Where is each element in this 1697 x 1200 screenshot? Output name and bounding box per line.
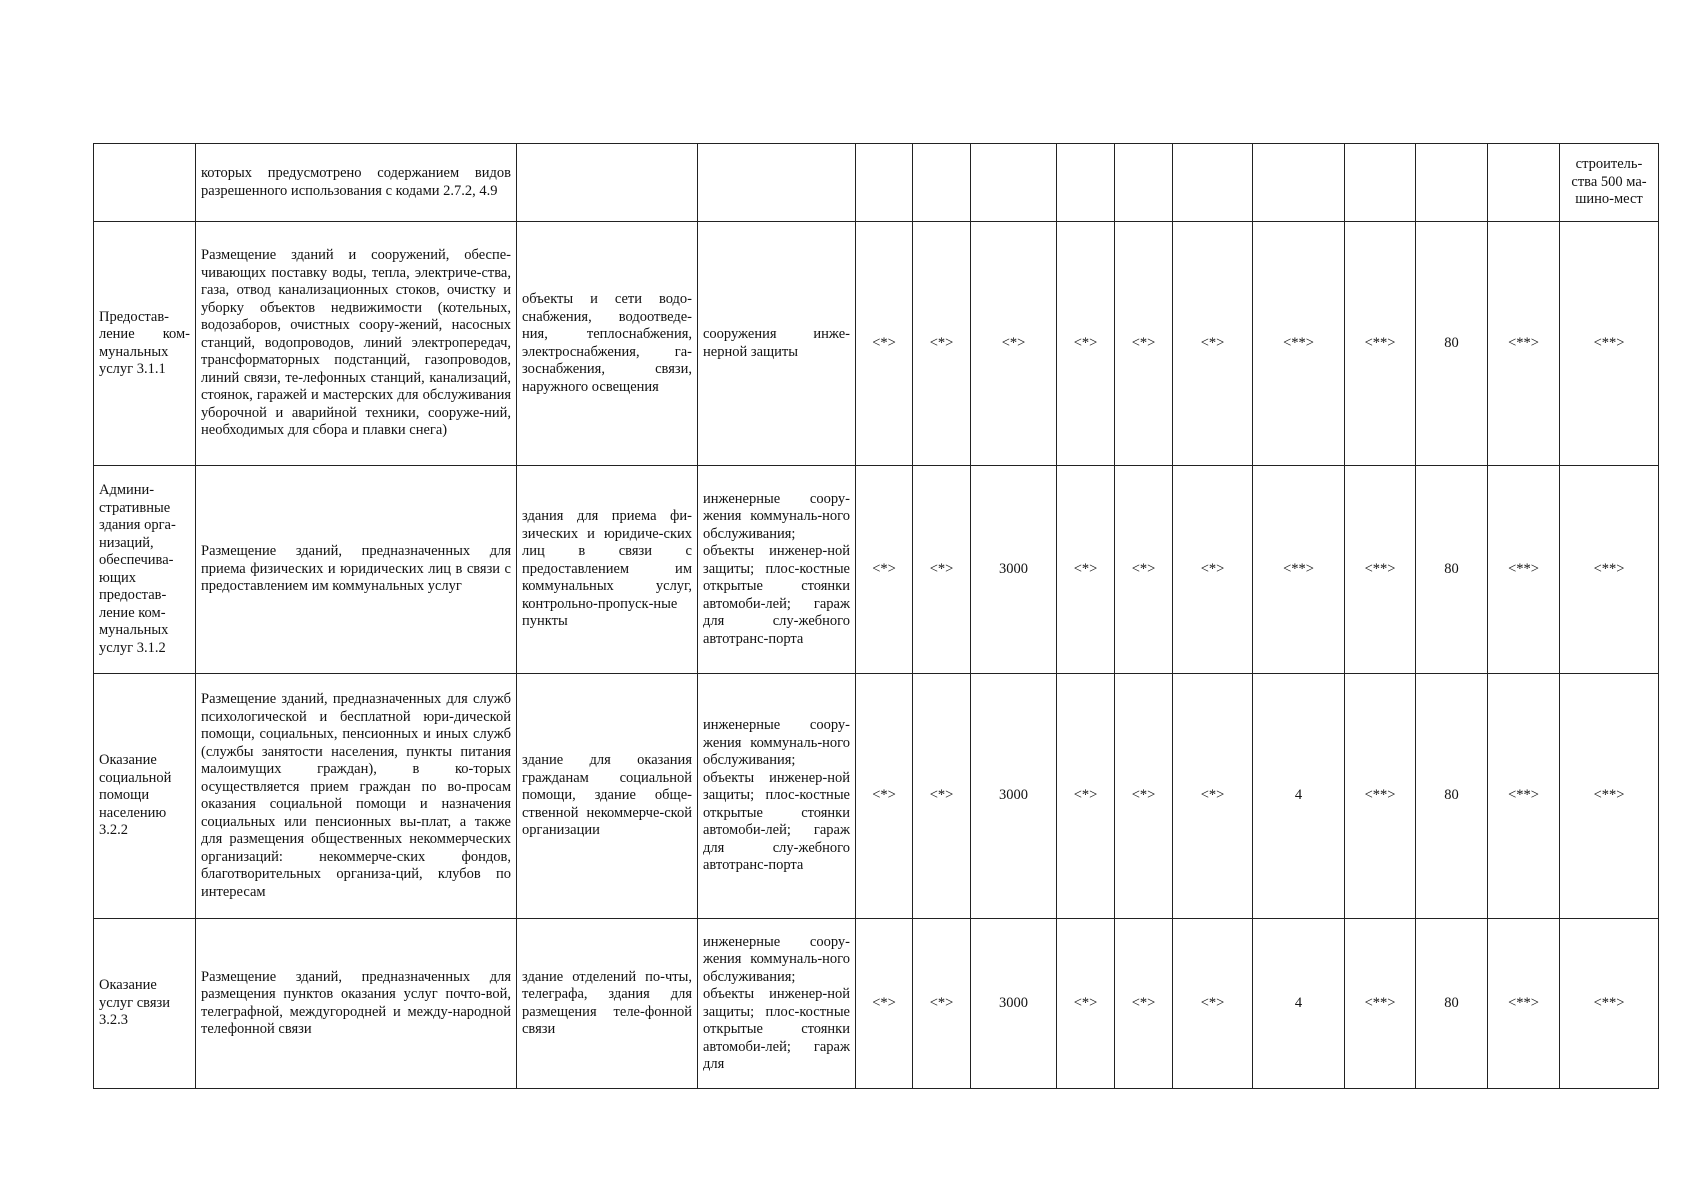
aux-objects-cell: сооружения инже-нерной защиты	[698, 222, 856, 466]
param-cell: <*>	[1057, 919, 1115, 1089]
param-cell: <*>	[856, 674, 913, 919]
aux-objects-cell: инженерные соору-жения коммуналь-ного обслуживания; объекты инженер-ной защиты; плос-костные открытые стоянки автомоби-лей; гараж для слу-жебного автотранс-порта	[698, 674, 856, 919]
param-cell: <*>	[1173, 674, 1253, 919]
param-cell: 3000	[971, 466, 1057, 674]
land-use-name-cell: Оказание услуг связи 3.2.3	[94, 919, 196, 1089]
param-cell: <*>	[913, 222, 971, 466]
param-cell	[1253, 144, 1345, 222]
param-cell: <*>	[1057, 222, 1115, 466]
land-use-name-cell	[94, 144, 196, 222]
aux-objects-cell: инженерные соору-жения коммуналь-ного обслуживания; объекты инженер-ной защиты; плос-костные открытые стоянки автомоби-лей; гараж для слу-жебного автотранс-порта	[698, 466, 856, 674]
param-cell: 80	[1416, 222, 1488, 466]
param-cell: 3000	[971, 674, 1057, 919]
param-cell: 3000	[971, 919, 1057, 1089]
param-cell: <*>	[1115, 674, 1173, 919]
param-cell: <**>	[1488, 466, 1560, 674]
table-row	[94, 144, 1659, 222]
land-use-name-cell: Оказание социальной помощи населению 3.2.2	[94, 674, 196, 919]
param-cell	[1115, 144, 1173, 222]
param-cell	[913, 144, 971, 222]
param-cell: <*>	[1115, 919, 1173, 1089]
land-use-name-cell: Админи-стративные здания орга-низаций, обеспечива-ющих предостав-ление ком-мунальных услуг 3.1.2	[94, 466, 196, 674]
param-cell: <**>	[1345, 222, 1416, 466]
param-cell: <*>	[971, 222, 1057, 466]
param-cell: <*>	[1115, 222, 1173, 466]
param-cell: <*>	[913, 919, 971, 1089]
description-cell: Размещение зданий, предназначенных для служб психологической и бесплатной юри-дической помощи, социальных, пенсионных и иных служб (службы занятости населения, пункты питания малоимущих граждан), в ко-торых осуществляется прием граждан по во-просам оказания социальной помощи и назначения социальных или пенсионных вы-плат, а также для размещения общественных некоммерческих организаций: некоммерче-ских фондов, благотворительных организа-ций, клубов по интересам	[196, 674, 517, 919]
param-cell: 4	[1253, 919, 1345, 1089]
param-cell: 80	[1416, 466, 1488, 674]
param-cell: <*>	[1173, 919, 1253, 1089]
param-cell: <**>	[1345, 919, 1416, 1089]
land-use-name-cell: Предостав-ление ком-мунальных услуг 3.1.1	[94, 222, 196, 466]
table-row	[94, 466, 1659, 674]
aux-objects-cell: инженерные соору-жения коммуналь-ного обслуживания; объекты инженер-ной защиты; плос-костные открытые стоянки автомоби-лей; гараж для	[698, 919, 856, 1089]
param-cell: <**>	[1560, 466, 1659, 674]
param-cell: <*>	[856, 222, 913, 466]
param-cell: <*>	[856, 919, 913, 1089]
param-cell: <**>	[1488, 674, 1560, 919]
param-cell: <**>	[1560, 919, 1659, 1089]
param-cell: <*>	[1173, 466, 1253, 674]
table-row	[94, 674, 1659, 919]
main-objects-cell: здание отделений по-чты, телеграфа, здания для размещения теле-фонной связи	[517, 919, 698, 1089]
param-cell: 4	[1253, 674, 1345, 919]
param-cell: строитель-ства 500 ма-шино-мест	[1560, 144, 1659, 222]
param-cell	[1345, 144, 1416, 222]
param-cell: 80	[1416, 919, 1488, 1089]
param-cell: <**>	[1560, 674, 1659, 919]
main-objects-cell	[517, 144, 698, 222]
param-cell: 80	[1416, 674, 1488, 919]
description-cell: Размещение зданий, предназначенных для приема физических и юридических лиц в связи с предоставлением им коммунальных услуг	[196, 466, 517, 674]
main-objects-cell: объекты и сети водо-снабжения, водоотведе-ния, теплоснабжения, электроснабжения, га-зоснабжения, связи, наружного освещения	[517, 222, 698, 466]
param-cell: <**>	[1253, 222, 1345, 466]
param-cell	[1416, 144, 1488, 222]
param-cell: <**>	[1253, 466, 1345, 674]
table-row	[94, 222, 1659, 466]
param-cell: <*>	[913, 466, 971, 674]
param-cell: <*>	[913, 674, 971, 919]
description-cell: Размещение зданий, предназначенных для размещения пунктов оказания услуг почто-вой, телеграфной, междугородней и между-народной телефонной связи	[196, 919, 517, 1089]
description-cell: Размещение зданий и сооружений, обеспе-чивающих поставку воды, тепла, электриче-ства, газа, отвод канализационных стоков, очистку и уборку объектов недвижимости (котельных, водозаборов, очистных соору-жений, насосных станций, водопроводов, линий электропередач, трансформаторных подстанций, газопроводов, линий связи, те-лефонных станций, канализаций, стоянок, гаражей и мастерских для обслуживания уборочной и аварийной техники, сооруже-ний, необходимых для сбора и плавки снега)	[196, 222, 517, 466]
land-use-regulations-table	[93, 143, 1659, 1089]
param-cell	[856, 144, 913, 222]
main-objects-cell: здание для оказания гражданам социальной помощи, здание обще-ственной некоммерче-ской организации	[517, 674, 698, 919]
param-cell: <**>	[1560, 222, 1659, 466]
param-cell: <**>	[1345, 466, 1416, 674]
param-cell	[1173, 144, 1253, 222]
aux-objects-cell	[698, 144, 856, 222]
param-cell: <**>	[1488, 222, 1560, 466]
description-cell: которых предусмотрено содержанием видов разрешенного использования с кодами 2.7.2, 4.9	[196, 144, 517, 222]
param-cell	[971, 144, 1057, 222]
param-cell: <*>	[1057, 466, 1115, 674]
param-cell: <**>	[1488, 919, 1560, 1089]
param-cell: <**>	[1345, 674, 1416, 919]
table-row	[94, 919, 1659, 1089]
param-cell: <*>	[1173, 222, 1253, 466]
param-cell: <*>	[856, 466, 913, 674]
param-cell	[1057, 144, 1115, 222]
param-cell: <*>	[1115, 466, 1173, 674]
param-cell	[1488, 144, 1560, 222]
main-objects-cell: здания для приема фи-зических и юридиче-ских лиц в связи с предоставлением им коммунальных услуг, контрольно-пропуск-ные пункты	[517, 466, 698, 674]
param-cell: <*>	[1057, 674, 1115, 919]
